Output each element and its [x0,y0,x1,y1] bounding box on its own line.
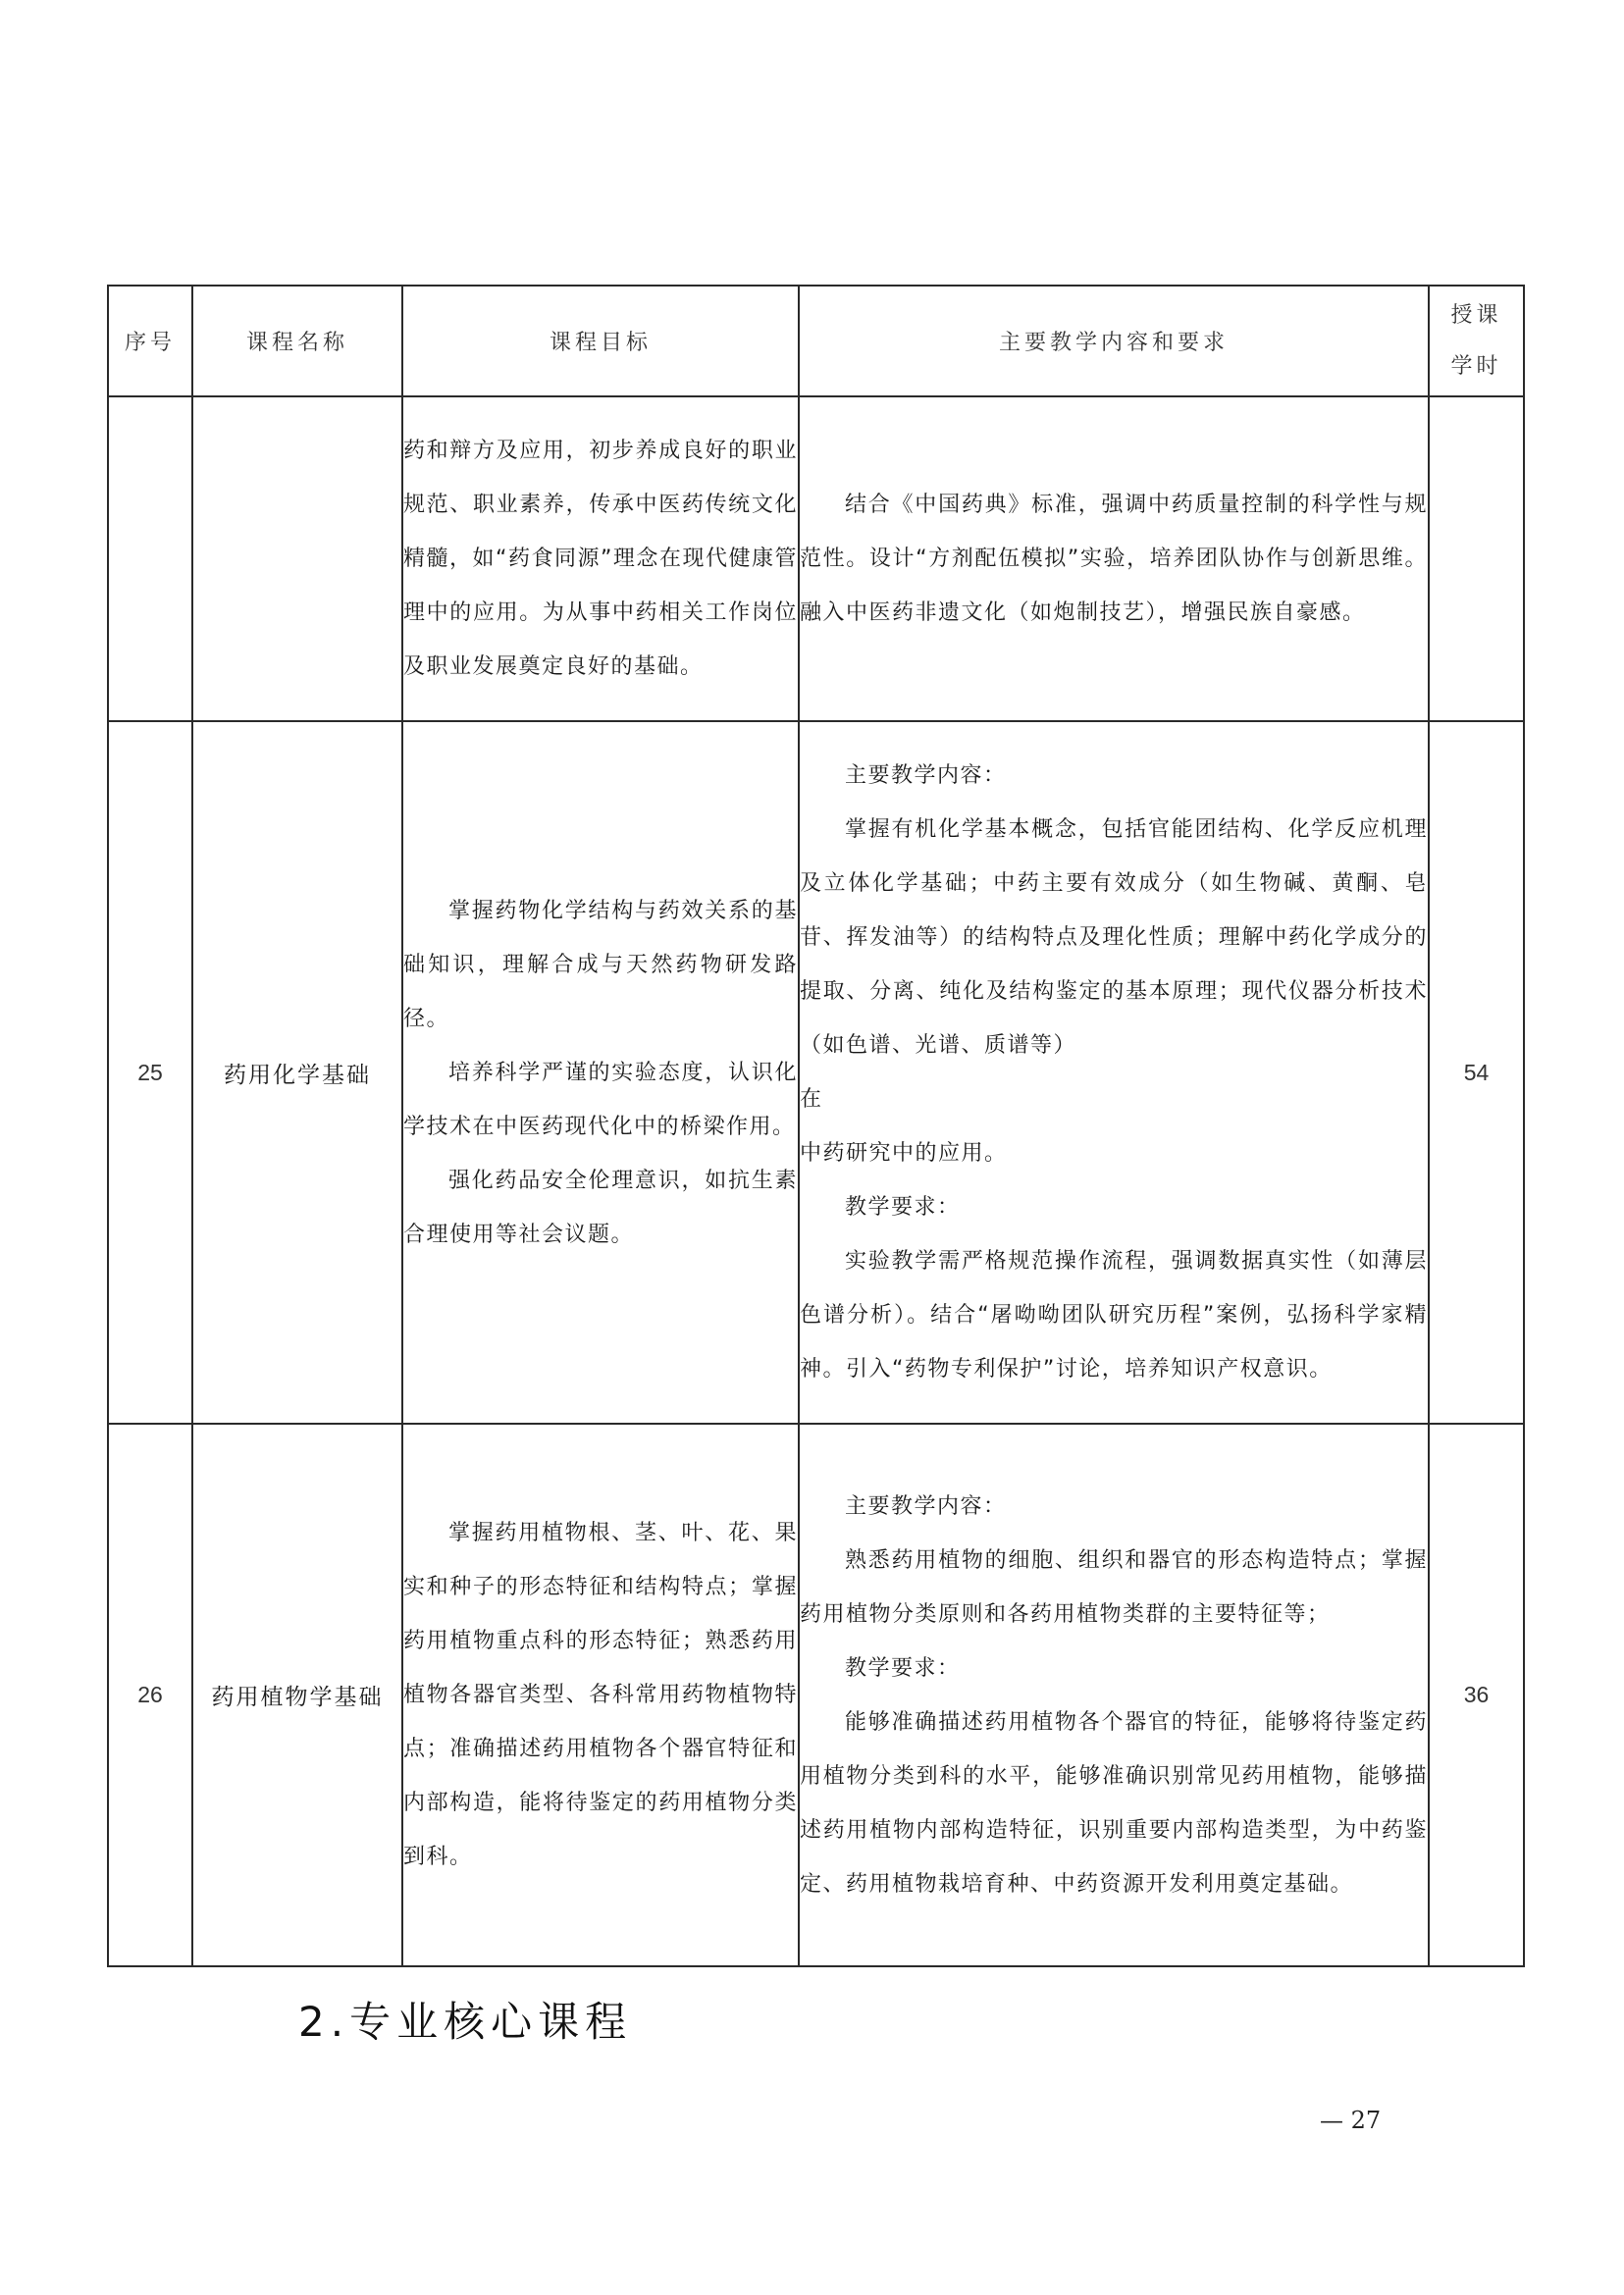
content-25-p2: 实验教学需严格规范操作流程，强调数据真实性（如薄层色谱分析）。结合“屠呦呦团队研究历程”案例，弘扬科学家精神。引入“药物专利保护”讨论，培养知识产权意识。 [800,1249,1428,1382]
header-course-name: 课程名称 [192,286,402,396]
cell-hours-25: 54 [1429,721,1524,1424]
content-26-p2: 能够准确描述药用植物各个器官的特征，能够将待鉴定药用植物分类到科的水平，能够准确识别常见药用植物，能够描述药用植物内部构造特征，识别重要内部构造类型，为中药鉴定、药用植物栽培育种、中药资源开发利用奠定基础。 [800,1709,1428,1897]
table-header-row [108,286,1524,396]
goal-25-p3: 强化药品安全伦理意识，如抗生素合理使用等社会议题。 [403,1168,798,1247]
header-content-requirements: 主要教学内容和要求 [799,286,1429,396]
course-table [107,285,1525,1967]
cell-course-name-25: 药用化学基础 [192,721,402,1424]
header-hours-line2: 学时 [1450,353,1502,379]
header-teaching-hours [1429,286,1524,396]
content-25-heading-1: 主要教学内容： [845,763,1007,788]
table-row-25 [108,721,1524,1424]
cell-goal-25 [402,721,799,1424]
content-26-p1: 熟悉药用植物的细胞、组织和器官的形态构造特点；掌握药用植物分类原则和各药用植物类群的主要特征等； [800,1547,1428,1627]
cell-name-empty [192,396,402,721]
content-25-p1c: 中药研究中的应用。 [800,1141,1008,1166]
cell-content-26 [799,1424,1429,1966]
content-26-heading-2: 教学要求： [845,1655,961,1681]
goal-25-p1: 掌握药物化学结构与药效关系的基础知识，理解合成与天然药物研发路径。 [403,898,798,1031]
table-row-26 [108,1424,1524,1966]
section-heading: 2.专业核心课程 [298,1998,633,2046]
table-row-continued [108,396,1524,721]
cell-seq-26: 26 [108,1424,192,1966]
page-number: — 27 [1320,2107,1382,2134]
cell-content-25 [799,721,1429,1424]
content-25-heading-2: 教学要求： [845,1195,961,1220]
cell-content-continued [799,396,1429,721]
cell-goal-26 [402,1424,799,1966]
cell-seq-25: 25 [108,721,192,1424]
content-text: 结合《中国药典》标准，强调中药质量控制的科学性与规范性。设计“方剂配伍模拟”实验，培养团队协作与创新思维。融入中医药非遗文化（如炮制技艺），增强民族自豪感。 [800,493,1428,625]
content-25-p1: 掌握有机化学基本概念，包括官能团结构、化学反应机理及立体化学基础；中药主要有效成分（如生物碱、黄酮、皂苷、挥发油等）的结构特点及理化性质；理解中药化学成分的提取、分离、纯化及结构鉴定的基本原理；现代仪器分析技术（如色谱、光谱、质谱等） [800,817,1428,1058]
cell-seq-empty [108,396,192,721]
goal-25-p2: 培养科学严谨的实验态度，认识化学技术在中医药现代化中的桥梁作用。 [403,1060,798,1139]
goal-text: 药和辩方及应用，初步养成良好的职业规范、职业素养，传承中医药传统文化精髓，如“药食同源”理念在现代健康管理中的应用。为从事中药相关工作岗位及职业发展奠定良好的基础。 [403,439,798,679]
header-course-goal: 课程目标 [402,286,799,396]
header-hours-line1: 授课 [1450,302,1502,328]
goal-26-text: 掌握药用植物根、茎、叶、花、果实和种子的形态特征和结构特点；掌握药用植物重点科的形态特征；熟悉药用植物各器官类型、各科常用药物植物特点；准确描述药用植物各个器官特征和内部构造，能将待鉴定的药用植物分类到科。 [403,1521,798,1869]
cell-hours-empty [1429,396,1524,721]
cell-hours-26: 36 [1429,1424,1524,1966]
cell-goal-continued [402,396,799,721]
header-seq: 序号 [108,286,192,396]
cell-course-name-26: 药用植物学基础 [192,1424,402,1966]
content-25-p1b: 在 [800,1087,823,1112]
content-26-heading-1: 主要教学内容： [845,1493,1007,1519]
